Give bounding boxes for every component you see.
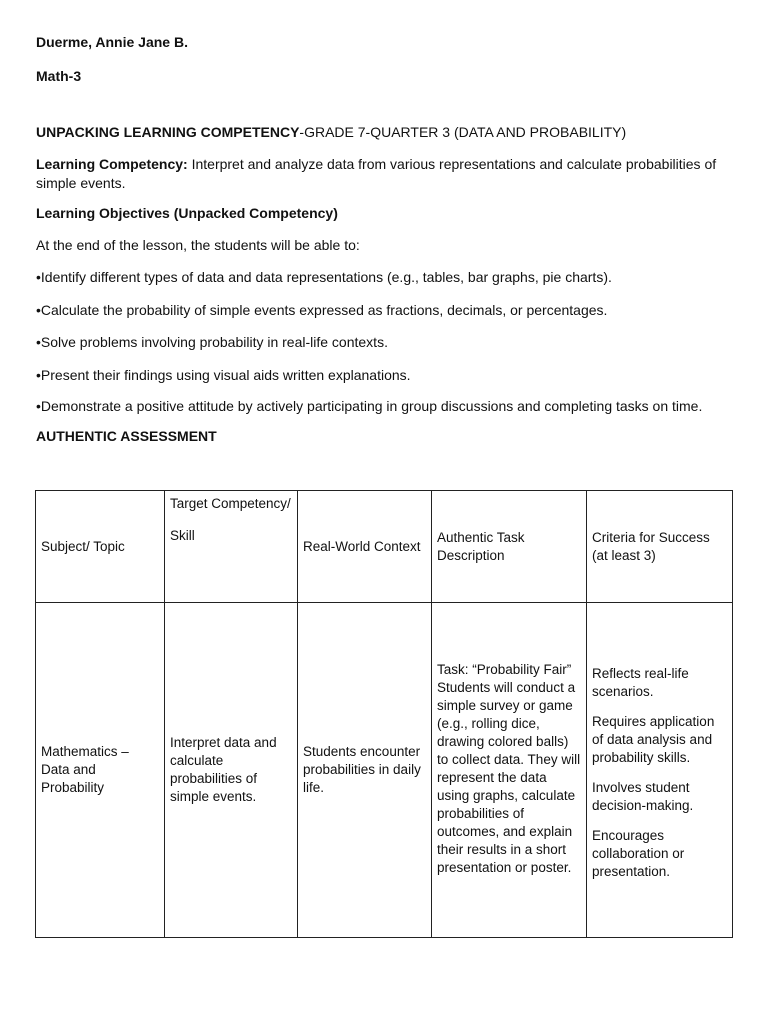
assessment-table (35, 490, 733, 938)
criteria-item: Requires application of data analysis and probability skills. (592, 714, 715, 765)
header-context: Real-World Context (298, 491, 432, 603)
student-name: Duerme, Annie Jane B. (36, 34, 188, 50)
table-row (36, 603, 733, 938)
objective-item: •Identify different types of data and data representations (e.g., tables, bar graphs, pie charts). (36, 269, 612, 286)
objectives-title: Learning Objectives (Unpacked Competency) (36, 205, 338, 222)
header-target-line1: Target Competency/ (170, 496, 291, 511)
objective-item: •Demonstrate a positive attitude by actively participating in group discussions and completing tasks on time. (36, 397, 703, 414)
objective-item: •Calculate the probability of simple events expressed as fractions, decimals, or percentages. (36, 302, 608, 319)
header-target (165, 491, 298, 603)
objective-item: •Solve problems involving probability in real-life contexts. (36, 334, 388, 351)
header-subject: Subject/ Topic (36, 491, 165, 603)
course-code: Math-3 (36, 67, 82, 84)
cell-target: Interpret data and calculate probabilities of simple events. (165, 603, 298, 938)
competency-label: Learning Competency: (36, 155, 188, 172)
cell-subject: Mathematics – Data and Probability (36, 603, 165, 938)
criteria-item: Reflects real-life scenarios. (592, 666, 689, 699)
cell-criteria (587, 603, 733, 938)
header-target-line2: Skill (170, 528, 195, 543)
cell-task: Task: “Probability Fair” Students will conduct a simple survey or game (e.g., rolling dice, drawing colored balls) to collect data. They will represent the data using graphs, calculate probabilities of outcomes, and explain their results in a short presentation or poster. (432, 603, 587, 938)
document-body (36, 30, 736, 446)
cell-context: Students encounter probabilities in daily life. (298, 603, 432, 938)
objective-item: •Present their findings using visual aids written explanations. (36, 366, 411, 383)
assessment-title: AUTHENTIC ASSESSMENT (36, 427, 217, 444)
unpacking-heading (36, 123, 736, 142)
unpacking-title-rest: -GRADE 7-QUARTER 3 (DATA AND PROBABILITY) (299, 123, 627, 140)
learning-competency (36, 155, 736, 193)
competency-text: Interpret and analyze data from various representations and calculate probabilities of simple events. (36, 155, 717, 191)
header-criteria: Criteria for Success (at least 3) (587, 491, 733, 603)
objectives-intro: At the end of the lesson, the students will be able to: (36, 237, 360, 254)
criteria-item: Encourages collaboration or presentation. (592, 828, 685, 879)
criteria-item: Involves student decision-making. (592, 780, 694, 813)
header-task: Authentic Task Description (432, 491, 587, 603)
unpacking-title-bold: UNPACKING LEARNING COMPETENCY (36, 123, 300, 140)
table-header-row (36, 491, 733, 603)
